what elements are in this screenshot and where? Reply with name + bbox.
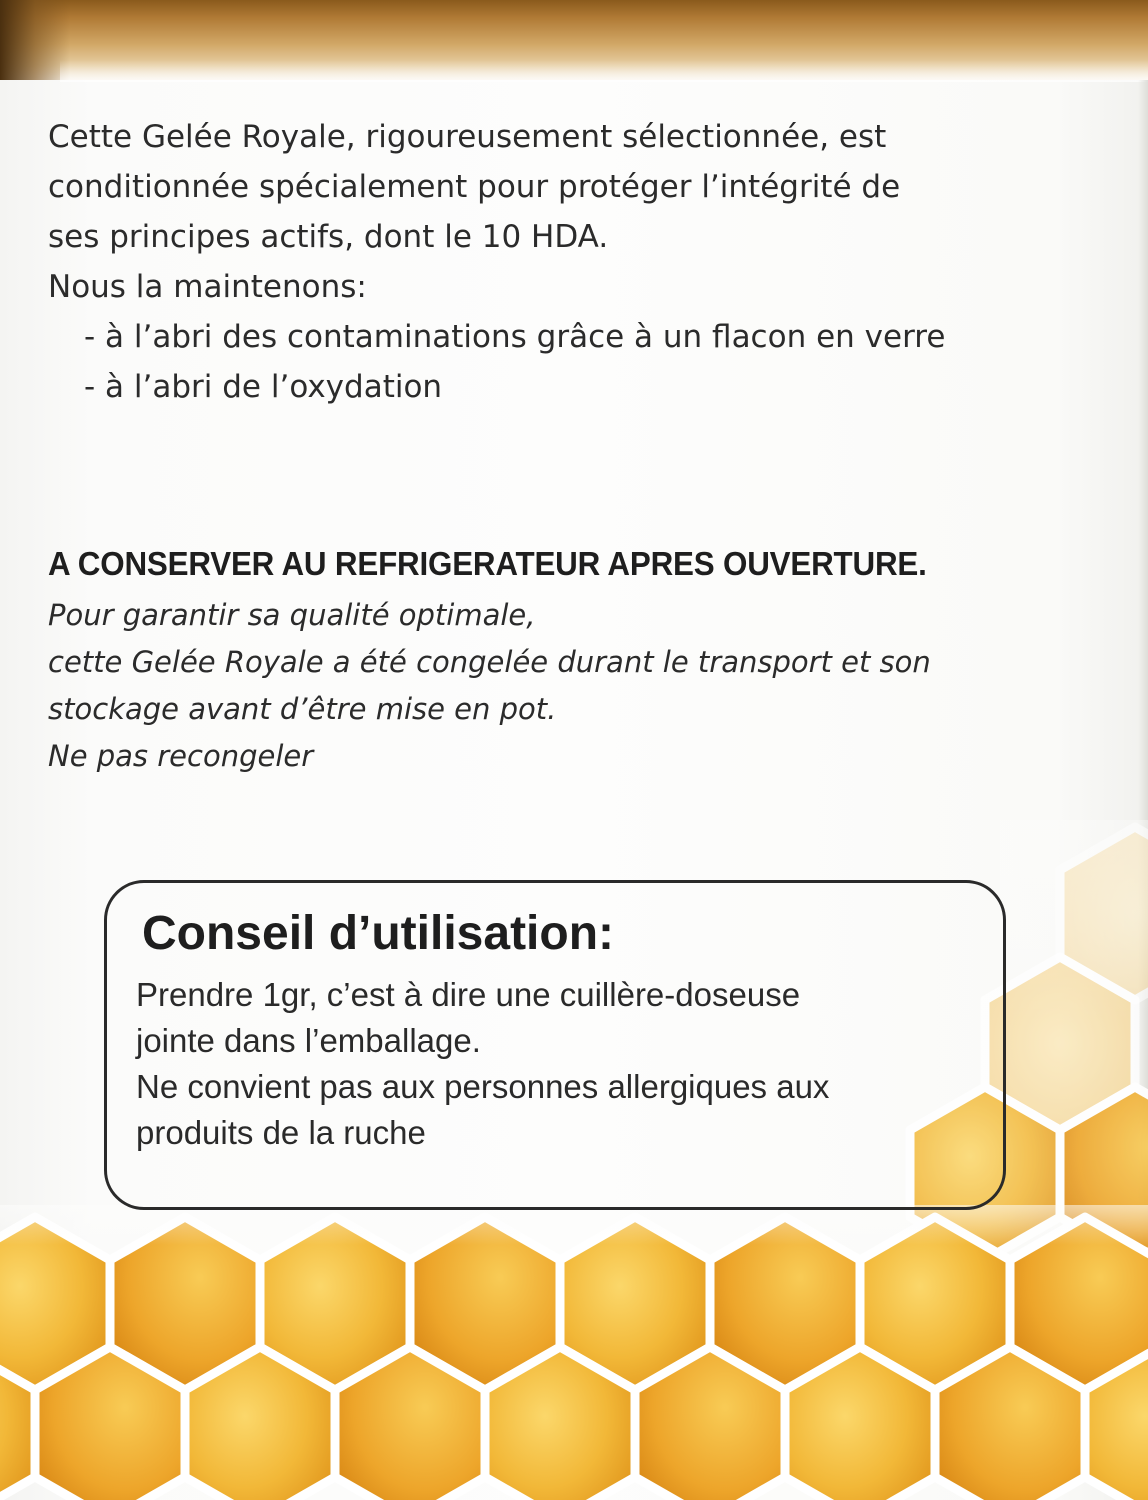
- storage-line: cette Gelée Royale a été congelée durant le transport et son: [48, 645, 931, 679]
- description-line: Cette Gelée Royale, rigoureusement sélectionnée, est: [48, 119, 887, 155]
- description-bullet: - à l’abri des contaminations grâce à un flacon en verre: [84, 319, 946, 355]
- advice-line: Prendre 1gr, c’est à dire une cuillère-doseuse: [136, 976, 801, 1013]
- storage-line: stockage avant d’être mise en pot.: [48, 692, 557, 726]
- description-line: conditionnée spécialement pour protéger l’intégrité de: [48, 169, 901, 205]
- advice-line: jointe dans l’emballage.: [136, 1022, 481, 1059]
- storage-line: Pour garantir sa qualité optimale,: [48, 598, 536, 632]
- description-line: ses principes actifs, dont le 10 HDA.: [48, 219, 609, 255]
- product-description: [48, 112, 1108, 412]
- description-bullet: - à l’abri de l’oxydation: [84, 369, 443, 405]
- usage-advice-text: [136, 972, 996, 1156]
- advice-line: Ne convient pas aux personnes allergiques aux: [136, 1068, 830, 1105]
- advice-line: produits de la ruche: [136, 1114, 426, 1151]
- usage-advice-title: Conseil d’utilisation:: [142, 907, 615, 960]
- storage-instructions: [48, 592, 1108, 780]
- description-line: Nous la maintenons:: [48, 269, 367, 305]
- storage-line: Ne pas recongeler: [48, 739, 314, 773]
- storage-heading: A CONSERVER AU REFRIGERATEUR APRES OUVERTURE.: [48, 545, 927, 582]
